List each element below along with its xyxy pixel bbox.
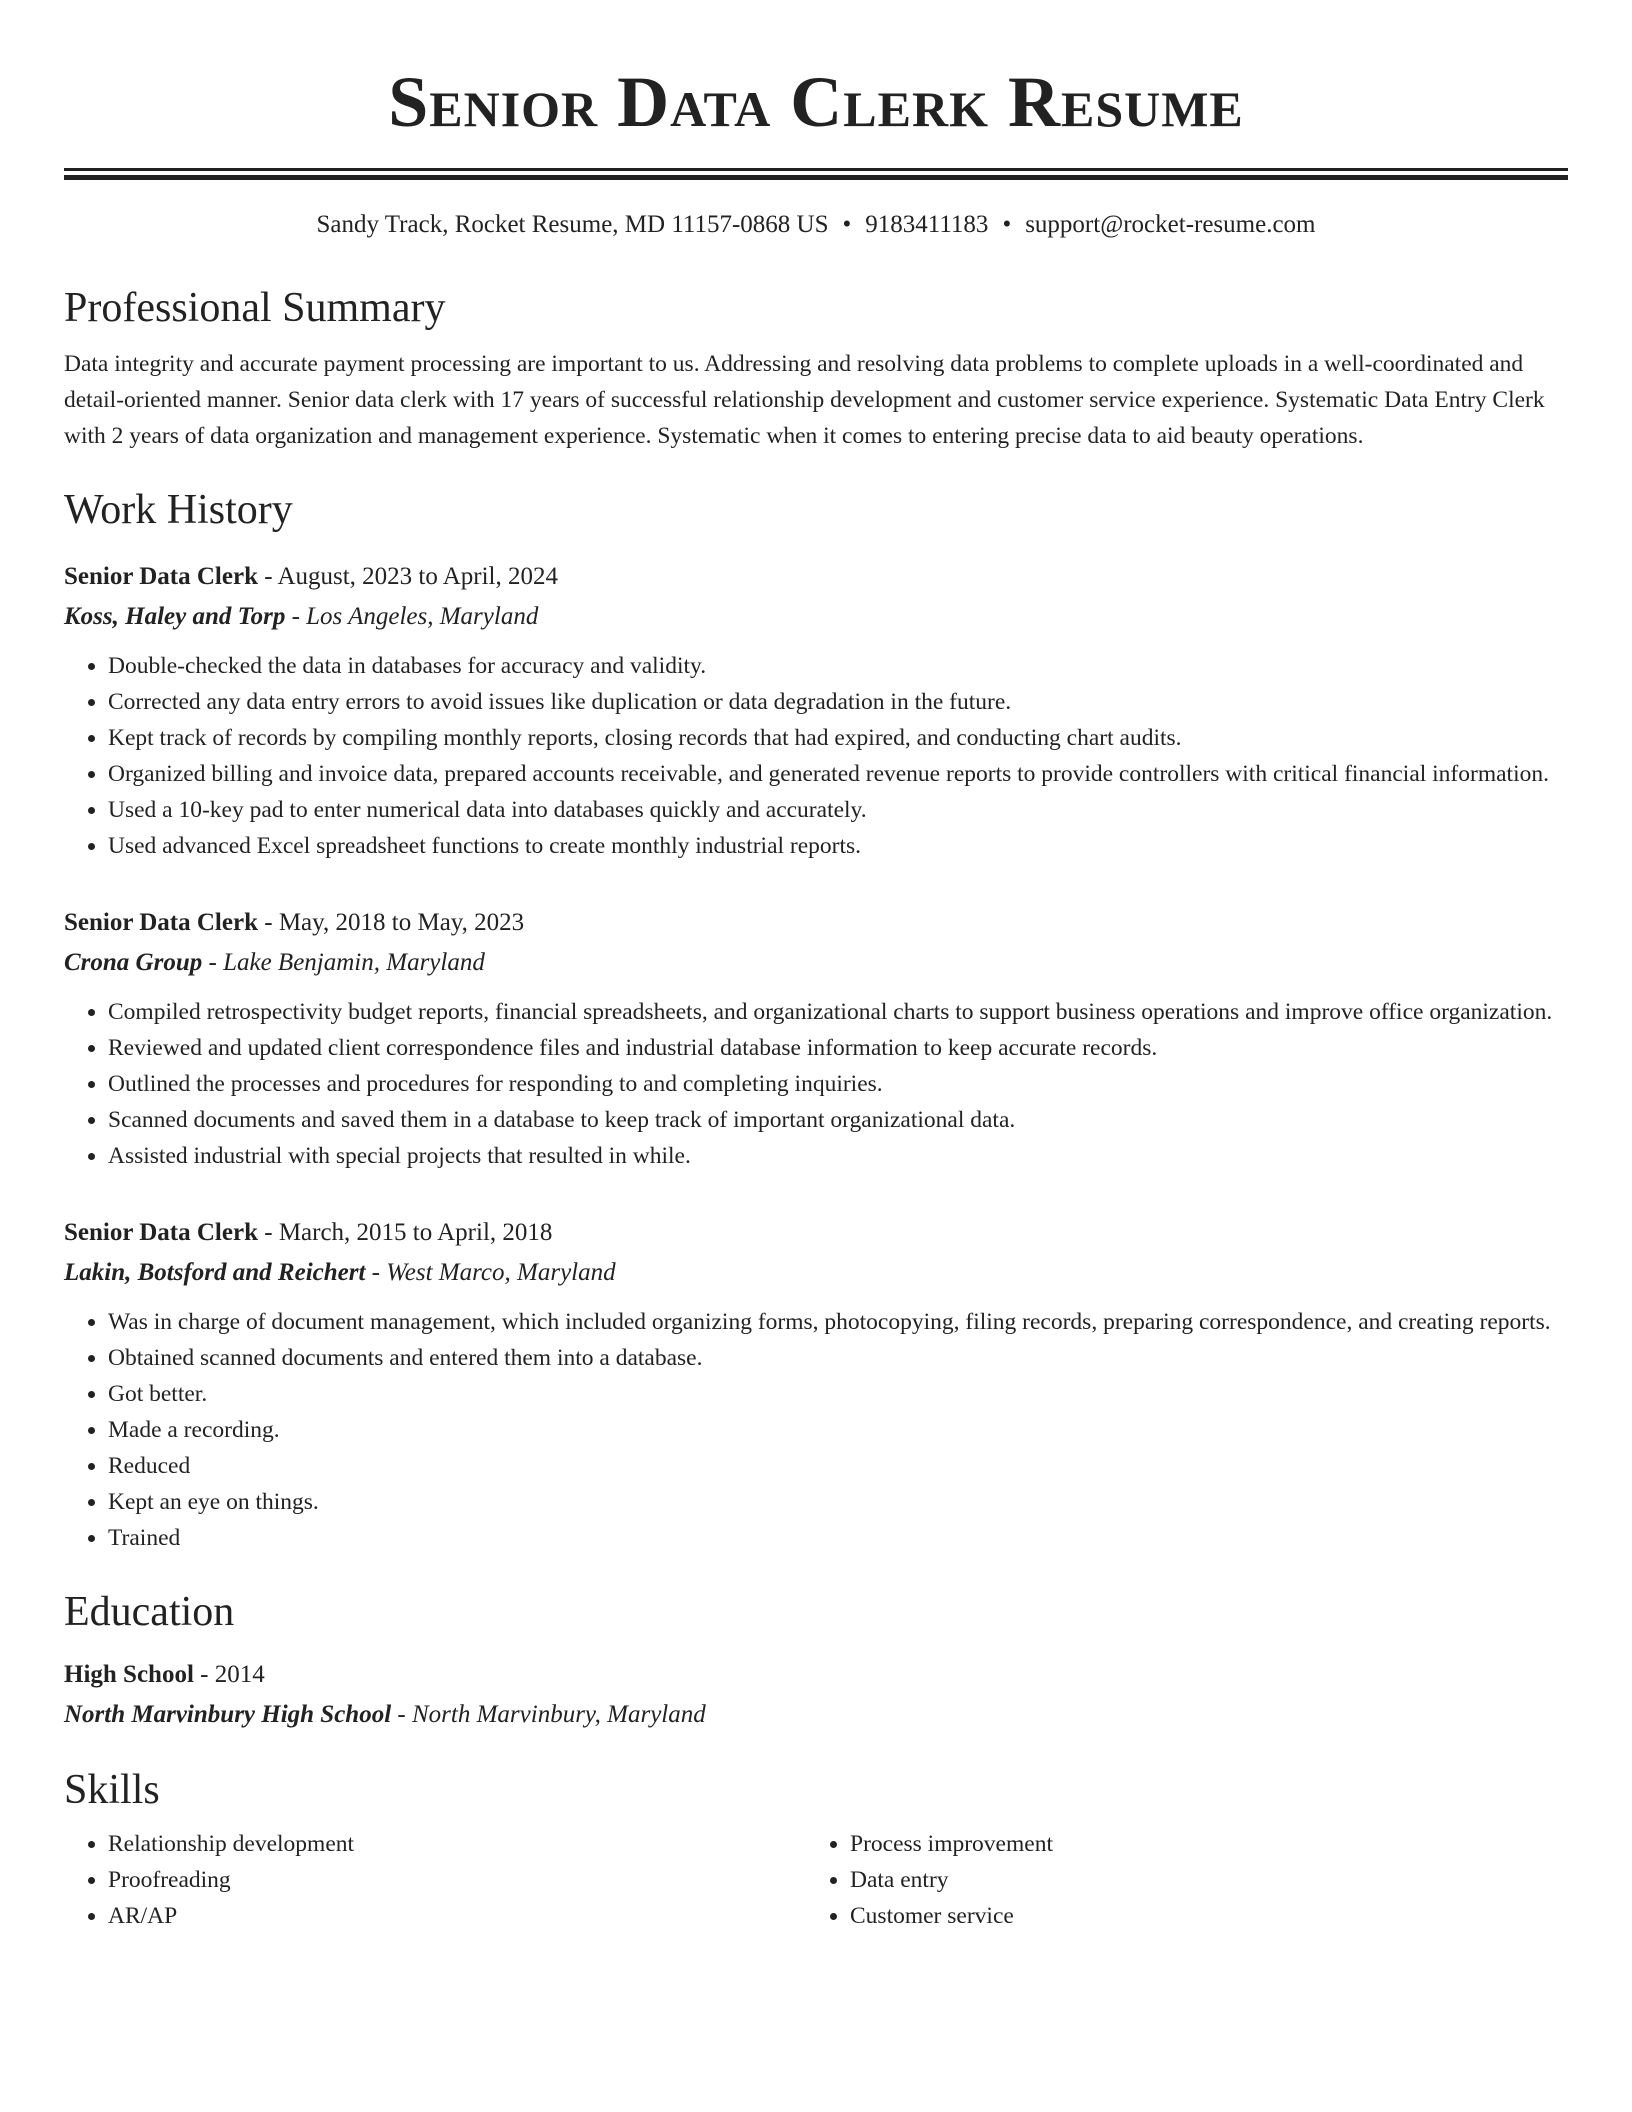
company-location: West Marco, Maryland (386, 1259, 616, 1286)
job-title: Senior Data Clerk (64, 1219, 258, 1246)
degree-line (64, 1656, 1568, 1694)
dash: - (285, 603, 307, 630)
graduation-year: 2014 (214, 1661, 265, 1688)
job-title: Senior Data Clerk (64, 909, 258, 936)
job-title-line (64, 904, 1568, 942)
skill-item: • AR/AP (108, 1898, 806, 1934)
dash: - (365, 1259, 387, 1286)
skills-list (806, 1826, 1548, 1934)
list-item: • Was in charge of document management, which included organizing forms, photocopying, filing records, preparing correspondence, and creating reports. (108, 1304, 1568, 1340)
list-item: • Organized billing and invoice data, prepared accounts receivable, and generated revenue reports to provide controllers with critical financial information. (108, 756, 1568, 792)
job-entry (64, 1214, 1568, 1556)
list-item: • Got better. (108, 1376, 1568, 1412)
list-item: • Kept an eye on things. (108, 1484, 1568, 1520)
dash: - (257, 909, 279, 936)
dash: - (257, 1219, 279, 1246)
company-location: Lake Benjamin, Maryland (223, 949, 485, 976)
skills-section (64, 1764, 1568, 1934)
education-entry (64, 1656, 1568, 1734)
skills-column-left (64, 1826, 806, 1934)
skills-column-right (806, 1826, 1548, 1934)
section-heading: Professional Summary (64, 285, 446, 331)
job-title: Senior Data Clerk (64, 563, 258, 590)
section-heading: Skills (64, 1767, 160, 1813)
list-item: • Obtained scanned documents and entered them into a database. (108, 1340, 1568, 1376)
page-title: Senior Data Clerk Resume (388, 62, 1244, 142)
skill-item: • Data entry (850, 1862, 1548, 1898)
list-item: • Trained (108, 1520, 1568, 1556)
skills-list (64, 1826, 806, 1934)
job-entry (64, 558, 1568, 864)
degree: High School (64, 1661, 194, 1688)
contact-email: support@rocket-resume.com (1025, 211, 1316, 238)
job-dates: May, 2018 to May, 2023 (278, 909, 525, 936)
job-bullets (64, 648, 1568, 864)
job-bullets (64, 1304, 1568, 1556)
dash: - (202, 949, 224, 976)
contact-address: Sandy Track, Rocket Resume, MD 11157-0868 US (316, 211, 829, 238)
list-item: • Compiled retrospectivity budget reports, financial spreadsheets, and organizational charts to support business operations and improve office organization. (108, 994, 1568, 1030)
summary-text: Data integrity and accurate payment processing are important to us. Addressing and resolving data problems to complete uploads in a well-coordinated and detail-oriented manner. Senior data clerk with 17 years of successful relationship development and customer service experience. Systematic Data Entry Clerk with 2 years of data organization and management experience. Systematic when it comes to entering precise data to aid beauty operations. (64, 351, 1545, 449)
job-title-line (64, 558, 1568, 596)
company-name: Lakin, Botsford and Reichert (64, 1259, 366, 1286)
company-line (64, 598, 1568, 636)
company-name: Crona Group (64, 949, 203, 976)
contact-separator: • (1002, 211, 1012, 238)
contact-separator: • (842, 211, 852, 238)
dash: - (391, 1701, 412, 1728)
title-divider (64, 168, 1568, 180)
list-item: • Used advanced Excel spreadsheet functions to create monthly industrial reports. (108, 828, 1568, 864)
job-bullets (64, 994, 1568, 1174)
list-item: • Scanned documents and saved them in a database to keep track of important organizational data. (108, 1102, 1568, 1138)
list-item: • Reduced (108, 1448, 1568, 1484)
dash: - (193, 1661, 215, 1688)
list-item: • Assisted industrial with special projects that resulted in while. (108, 1138, 1568, 1174)
skills-grid (64, 1826, 1568, 1934)
list-item: • Kept track of records by compiling monthly reports, closing records that had expired, and conducting chart audits. (108, 720, 1568, 756)
dash: - (257, 563, 278, 590)
list-item: • Made a recording. (108, 1412, 1568, 1448)
work-history-section (64, 484, 1568, 1556)
list-item: • Reviewed and updated client correspondence files and industrial database information to keep accurate records. (108, 1030, 1568, 1066)
education-section (64, 1586, 1568, 1734)
skill-item: • Proofreading (108, 1862, 806, 1898)
job-dates: March, 2015 to April, 2018 (278, 1219, 553, 1246)
professional-summary-section (64, 282, 1568, 454)
company-location: Los Angeles, Maryland (306, 603, 539, 630)
skill-item: • Relationship development (108, 1826, 806, 1862)
list-item: • Corrected any data entry errors to avoid issues like duplication or data degradation in the future. (108, 684, 1568, 720)
skill-item: • Process improvement (850, 1826, 1548, 1862)
section-heading: Education (64, 1589, 235, 1635)
job-dates: August, 2023 to April, 2024 (277, 563, 559, 590)
list-item: • Double-checked the data in databases for accuracy and validity. (108, 648, 1568, 684)
job-entry (64, 904, 1568, 1174)
company-line (64, 944, 1568, 982)
company-name: Koss, Haley and Torp (64, 603, 286, 630)
school-location: North Marvinbury, Maryland (412, 1701, 706, 1728)
job-title-line (64, 1214, 1568, 1252)
school-name: North Marvinbury High School (64, 1701, 392, 1728)
section-heading: Work History (64, 487, 293, 533)
contact-line (64, 208, 1568, 242)
list-item: • Outlined the processes and procedures for responding to and completing inquiries. (108, 1066, 1568, 1102)
school-line (64, 1696, 1568, 1734)
skill-item: • Customer service (850, 1898, 1548, 1934)
list-item: • Used a 10-key pad to enter numerical data into databases quickly and accurately. (108, 792, 1568, 828)
contact-phone: 9183411183 (865, 211, 989, 238)
company-line (64, 1254, 1568, 1292)
